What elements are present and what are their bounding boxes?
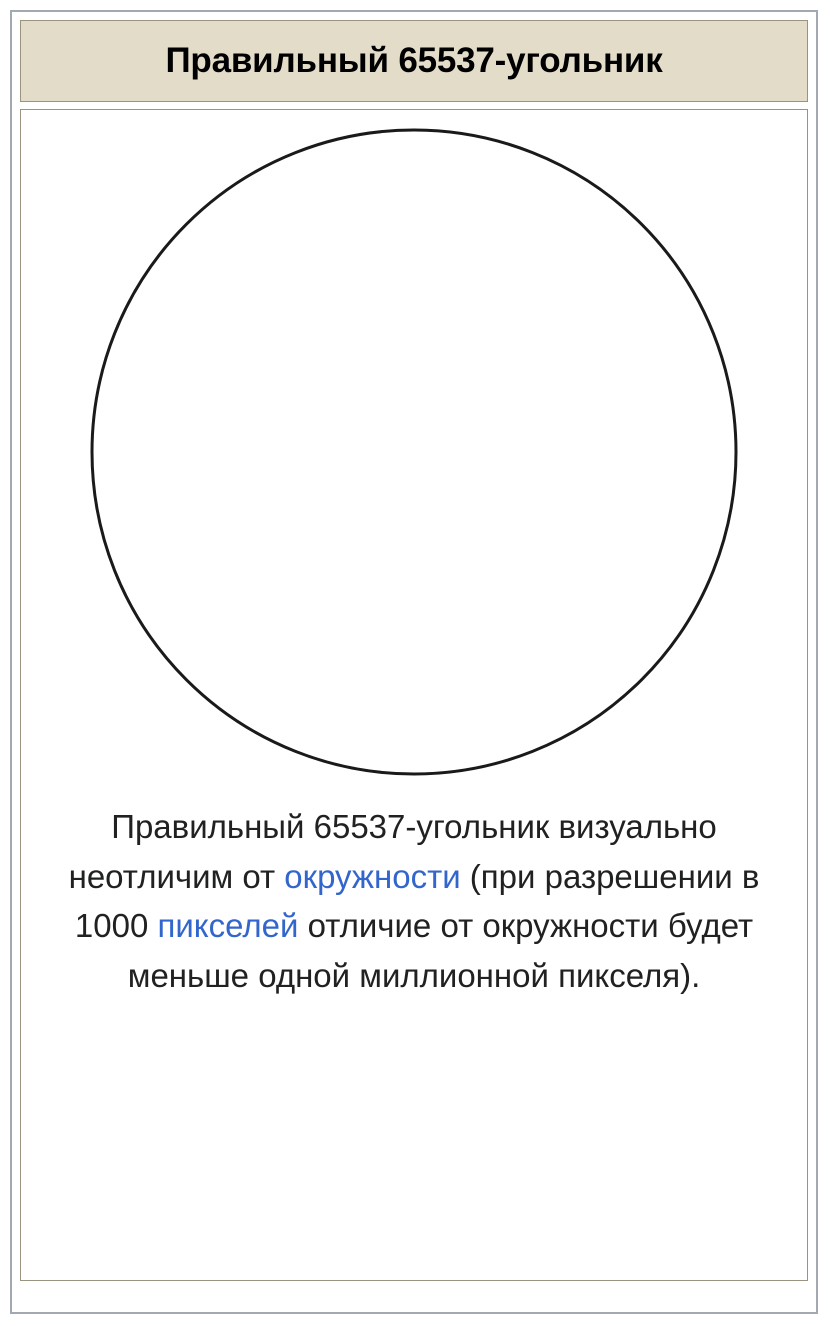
polygon-outline [92, 130, 736, 774]
link-okruzhnost[interactable]: окружности [284, 857, 461, 895]
link-pikselej[interactable]: пикселей [157, 907, 299, 944]
caption-text-part-3: отличие от окружности будет меньше одной миллионной пикселя). [127, 907, 754, 994]
figure-caption [54, 802, 774, 1000]
regular-65537-gon-figure [84, 122, 744, 782]
infobox-title: Правильный 65537-угольник [20, 20, 808, 102]
caption-text-part-2: (при разрешении в 1000 [74, 857, 760, 944]
infobox [10, 10, 818, 1314]
infobox-body [20, 109, 808, 1281]
caption-text-part-1: Правильный 65537-угольник визуально неотличим от [68, 808, 717, 895]
